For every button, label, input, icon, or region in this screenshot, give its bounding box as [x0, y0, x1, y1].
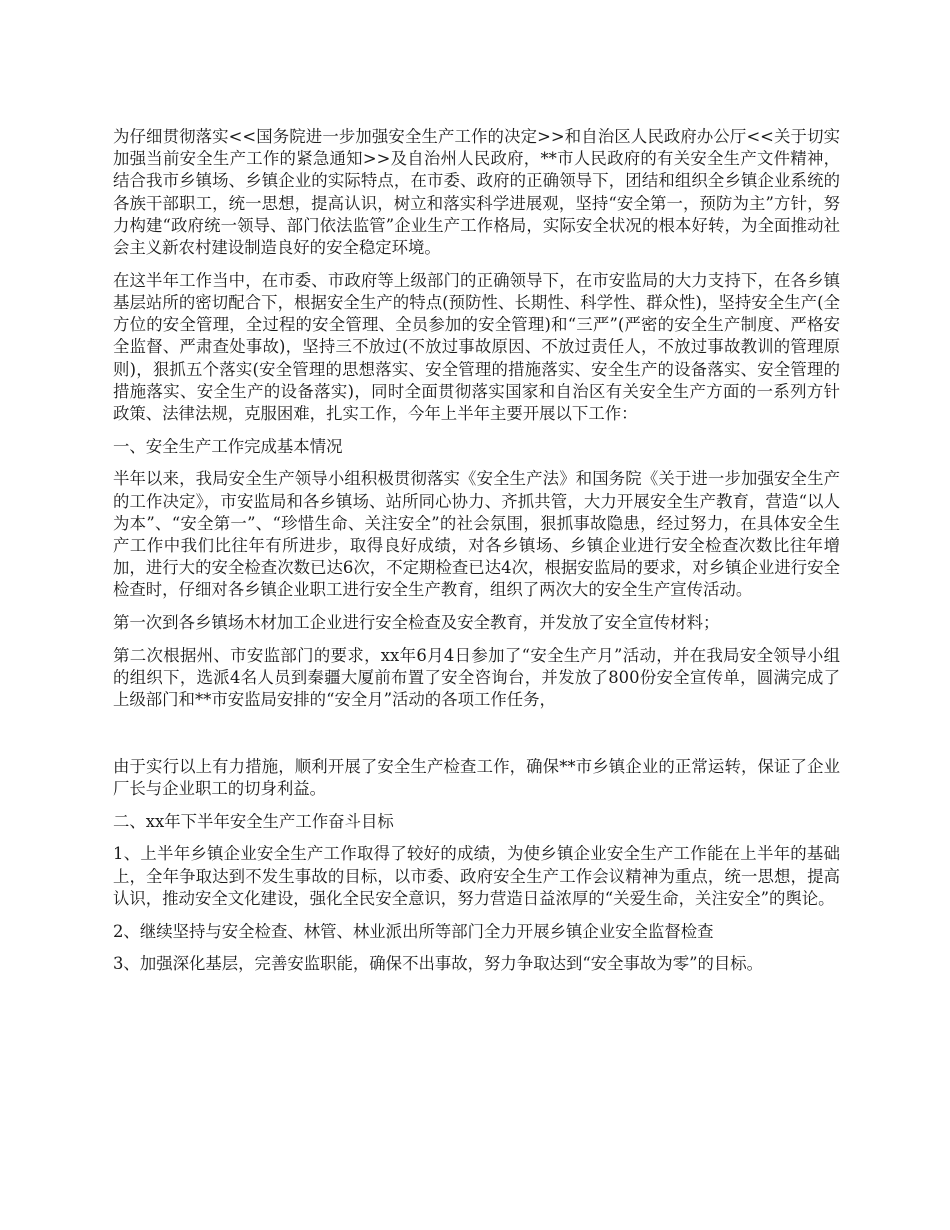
goal-item-2: 2、继续坚持与安全检查、林管、林业派出所等部门全力开展乡镇企业安全监督检查 [113, 921, 714, 941]
blank-spacer [113, 722, 840, 756]
section1-closing-paragraph: 由于实行以上有力措施，顺利开展了安全生产检查工作，确保**市乡镇企业的正常运转，保证了企业厂长与企业职工的切身利益。 [113, 756, 840, 799]
intro-paragraph-2: 在这半年工作当中，在市委、市政府等上级部门的正确领导下，在市安监局的大力支持下，在各乡镇基层站所的密切配合下，根据安全生产的特点(预防性、长期性、科学性、群众性)，坚持安全生产(全方位的安全管理，全过程的安全管理、全员参加的安全管理)和“三严”(严密的安全生产制度、严格安全监督、严肃查处事故)，坚持三不放过(不放过事故原因、不放过责任人，不放过事故教训的管理原则)，狠抓五个落实(安全管理的思想落实、安全管理的措施落实、安全生产的设备落实、安全管理的措施落实、安全生产的设备落实)，同时全面贯彻落实国家和自治区有关安全生产方面的一系列方针政策、法律法规，克服困难，扎实工作，今年上半年主要开展以下工作： [113, 270, 840, 423]
goal-item-1: 1、上半年乡镇企业安全生产工作取得了较好的成绩，为使乡镇企业安全生产工作能在上半年的基础上，全年争取达到不发生事故的目标，以市委、政府安全生产工作会议精神为重点，统一思想，提高认识，推动安全文化建设，强化全民安全意识，努力营造日益浓厚的“关爱生命，关注安全”的舆论。 [113, 844, 840, 908]
intro-paragraph-1: 为仔细贯彻落实<<国务院进一步加强安全生产工作的决定>>和自治区人民政府办公厅<<关于切实加强当前安全生产工作的紧急通知>>及自治州人民政府，**市人民政府的有关安全生产文件精神，结合我市乡镇场、乡镇企业的实际特点，在市委、政府的正确领导下，团结和组织全乡镇企业系统的各族干部职工，统一思想，提高认识，树立和落实科学进展观，坚持“安全第一，预防为主”方针，努力构建“政府统一领导、部门依法监管”企业生产工作格局，实际安全状况的根本好转，为全面推动社会主义新农村建设制造良好的安全稳定环境。 [113, 127, 840, 258]
section-heading-2: 二、xx年下半年安全生产工作奋斗目标 [113, 811, 394, 831]
section-heading-1: 一、安全生产工作完成基本情况 [113, 436, 343, 456]
goal-item-3: 3、加强深化基层，完善安监职能，确保不出事故，努力争取达到“安全事故为零”的目标。 [113, 954, 764, 974]
document-body [113, 126, 840, 986]
section1-paragraph-2: 第一次到各乡镇场木材加工企业进行安全检查及安全教育，并发放了安全宣传材料； [113, 613, 720, 633]
section1-paragraph-3: 第二次根据州、市安监部门的要求，xx年6月4日参加了“安全生产月”活动，并在我局安全领导小组的组织下，选派4名人员到秦疆大厦前布置了安全咨询台，并发放了800份安全宣传单，圆满完成了上级部门和**市安监局安排的“安全月”活动的各项工作任务， [113, 645, 840, 710]
section1-paragraph-1: 半年以来，我局安全生产领导小组积极贯彻落实《安全生产法》和国务院《关于进一步加强安全生产的工作决定》，市安监局和各乡镇场、站所同心协力、齐抓共管，大力开展安全生产教育，营造“以人为本”、“安全第一”、“珍惜生命、关注安全”的社会氛围，狠抓事故隐患，经过努力，在具体安全生产工作中我们比往年有所进步，取得良好成绩，对各乡镇场、乡镇企业进行安全检查次数比往年增加，进行大的安全检查次数已达6次，不定期检查已达4次，根据安监局的要求，对乡镇企业进行安全检查时，仔细对各乡镇企业职工进行安全生产教育，组织了两次大的安全生产宣传活动。 [113, 469, 840, 600]
